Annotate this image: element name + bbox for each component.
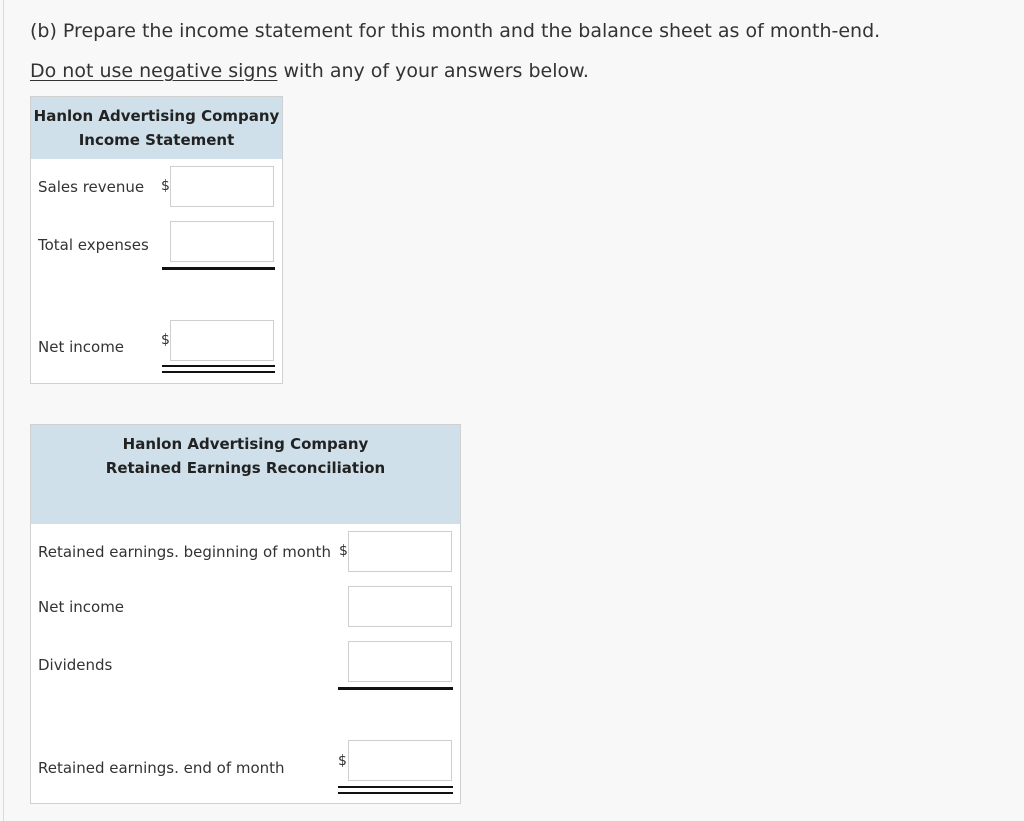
net-income-double-underline-bottom: [162, 371, 275, 373]
sales-revenue-label: Sales revenue: [38, 178, 145, 196]
income-statement-card: [30, 96, 283, 384]
total-expenses-label: Total expenses: [38, 236, 149, 254]
re-end-input[interactable]: [348, 740, 452, 781]
question-prompt: (b) Prepare the income statement for this month and the balance sheet as of month-end.: [30, 20, 881, 42]
page-left-border: [3, 0, 4, 821]
retained-earnings-company: Hanlon Advertising Company: [122, 435, 369, 453]
net-income-label: Net income: [38, 338, 125, 356]
re-beginning-currency: $: [339, 543, 348, 559]
total-expenses-underline: [162, 267, 275, 270]
re-beginning-label: Retained earnings. beginning of month: [38, 543, 331, 561]
sales-revenue-input[interactable]: [170, 166, 274, 207]
re-end-double-underline-bottom: [338, 792, 453, 794]
instruction-rest: with any of your answers below.: [277, 60, 589, 82]
re-beginning-input[interactable]: [348, 531, 452, 572]
re-end-double-underline-top: [338, 786, 453, 788]
net-income-currency: $: [161, 332, 170, 348]
income-statement-header: [31, 97, 282, 159]
re-end-label: Retained earnings. end of month: [38, 759, 285, 777]
re-net-income-input[interactable]: [348, 586, 452, 627]
instruction-underlined: Do not use negative signs: [30, 60, 278, 82]
retained-earnings-header: [31, 425, 460, 524]
re-net-income-label: Net income: [38, 598, 125, 616]
retained-earnings-title: Retained Earnings Reconciliation: [105, 459, 386, 477]
net-income-double-underline-top: [162, 365, 275, 367]
re-dividends-underline: [338, 687, 453, 690]
income-statement-company: Hanlon Advertising Company: [33, 107, 280, 125]
sales-revenue-currency: $: [161, 178, 170, 194]
re-dividends-label: Dividends: [38, 656, 113, 674]
net-income-input[interactable]: [170, 320, 274, 361]
income-statement-title: Income Statement: [78, 131, 235, 149]
re-end-currency: $: [338, 753, 347, 769]
total-expenses-input[interactable]: [170, 221, 274, 262]
instruction-text: [30, 60, 589, 82]
re-dividends-input[interactable]: [348, 641, 452, 682]
retained-earnings-card: [30, 424, 461, 804]
